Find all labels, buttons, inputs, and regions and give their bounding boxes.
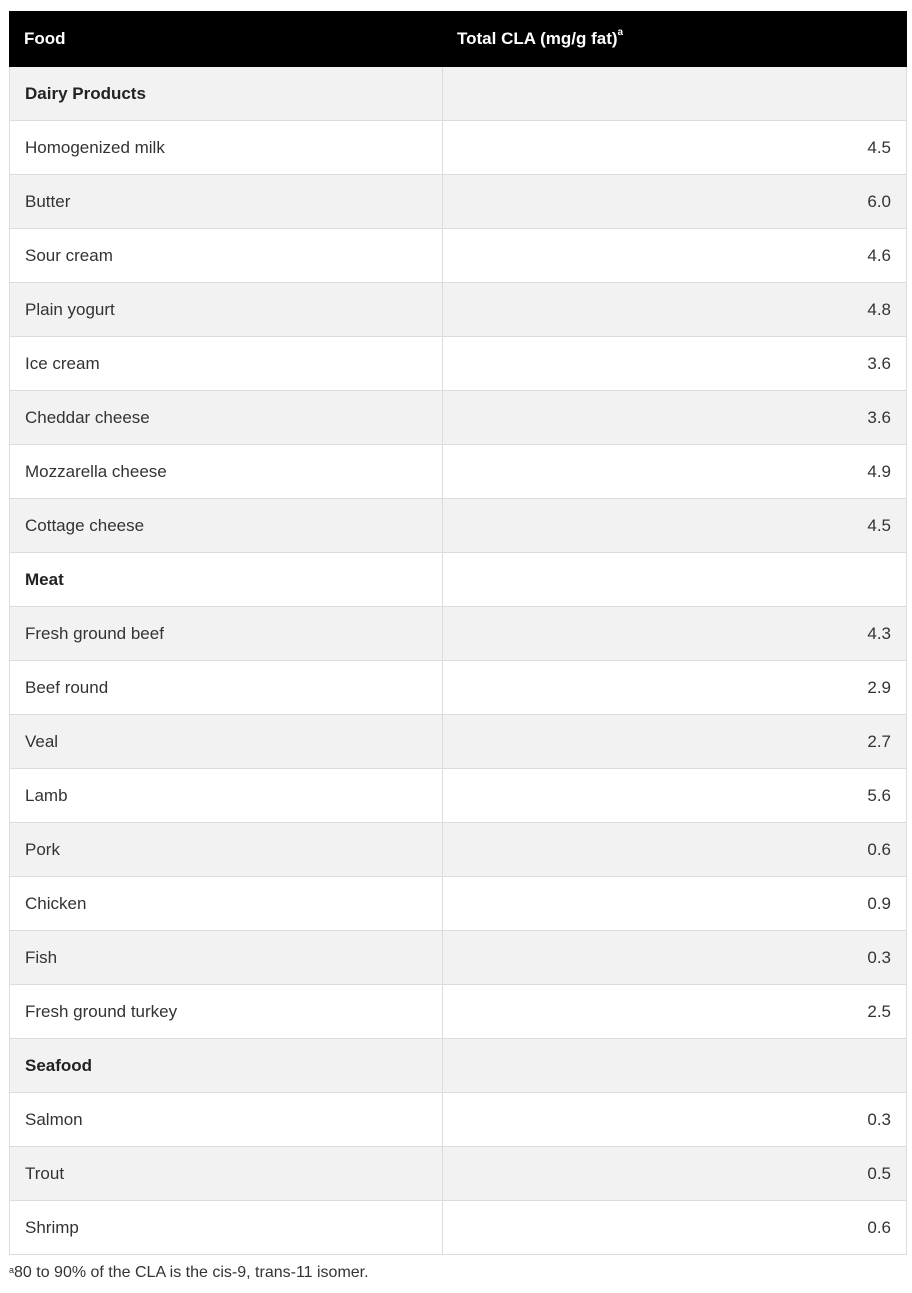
table-row: [10, 769, 907, 823]
footnote-mark: a: [9, 1265, 15, 1275]
cla-value-cell: 0.6: [443, 823, 907, 877]
header-total-cla: [443, 12, 907, 67]
cla-value-cell: 2.9: [443, 661, 907, 715]
cla-value-cell: 0.9: [443, 877, 907, 931]
cla-value-cell: 3.6: [443, 391, 907, 445]
food-name-cell: Fresh ground beef: [10, 607, 443, 661]
table-row: [10, 985, 907, 1039]
header-food-label: Food: [24, 29, 66, 48]
food-name-cell: Chicken: [10, 877, 443, 931]
food-name-cell: Veal: [10, 715, 443, 769]
table-row: [10, 607, 907, 661]
food-name-cell: Sour cream: [10, 229, 443, 283]
cla-value-cell: 0.3: [443, 931, 907, 985]
food-name-cell: Cheddar cheese: [10, 391, 443, 445]
table-row: [10, 229, 907, 283]
table-row: [10, 1093, 907, 1147]
cla-value-cell: 0.6: [443, 1201, 907, 1255]
food-name-cell: Pork: [10, 823, 443, 877]
table-row: [10, 391, 907, 445]
section-heading: Meat: [10, 553, 443, 607]
food-name-cell: Fish: [10, 931, 443, 985]
food-name-cell: Homogenized milk: [10, 121, 443, 175]
table-body: [10, 67, 907, 1255]
cla-value-cell: 5.6: [443, 769, 907, 823]
section-row: [10, 553, 907, 607]
header-footnote-mark: a: [617, 27, 624, 38]
cla-value-cell: 3.6: [443, 337, 907, 391]
table-footnote: [9, 1264, 369, 1282]
cla-value-cell: 6.0: [443, 175, 907, 229]
table-row: [10, 337, 907, 391]
table-row: [10, 931, 907, 985]
cla-value-cell: 4.8: [443, 283, 907, 337]
table-row: [10, 283, 907, 337]
cla-value-cell: [443, 1039, 907, 1093]
table-header: [10, 12, 907, 67]
food-name-cell: Beef round: [10, 661, 443, 715]
cla-value-cell: 4.5: [443, 499, 907, 553]
cla-value-cell: 4.6: [443, 229, 907, 283]
cla-value-cell: 2.5: [443, 985, 907, 1039]
table-row: [10, 715, 907, 769]
cla-value-cell: [443, 553, 907, 607]
cla-value-cell: 2.7: [443, 715, 907, 769]
cla-value-cell: [443, 67, 907, 121]
food-name-cell: Ice cream: [10, 337, 443, 391]
food-name-cell: Cottage cheese: [10, 499, 443, 553]
header-row: [10, 12, 907, 67]
food-name-cell: Lamb: [10, 769, 443, 823]
food-name-cell: Fresh ground turkey: [10, 985, 443, 1039]
section-row: [10, 67, 907, 121]
food-name-cell: Shrimp: [10, 1201, 443, 1255]
table-row: [10, 499, 907, 553]
table-row: [10, 175, 907, 229]
table-row: [10, 121, 907, 175]
cla-value-cell: 4.3: [443, 607, 907, 661]
section-heading: Seafood: [10, 1039, 443, 1093]
table-row: [10, 877, 907, 931]
table-row: [10, 661, 907, 715]
header-cla-label: Total CLA (mg/g fat): [457, 29, 618, 48]
header-food: [10, 12, 443, 67]
food-name-cell: Trout: [10, 1147, 443, 1201]
food-name-cell: Mozzarella cheese: [10, 445, 443, 499]
table-row: [10, 1147, 907, 1201]
cla-content-table: [9, 11, 907, 1255]
section-heading: Dairy Products: [10, 67, 443, 121]
section-row: [10, 1039, 907, 1093]
cla-value-cell: 4.5: [443, 121, 907, 175]
food-name-cell: Butter: [10, 175, 443, 229]
table-row: [10, 1201, 907, 1255]
table-row: [10, 445, 907, 499]
cla-value-cell: 0.5: [443, 1147, 907, 1201]
food-name-cell: Salmon: [10, 1093, 443, 1147]
table-row: [10, 823, 907, 877]
footnote-text: 80 to 90% of the CLA is the cis-9, trans-11 isomer.: [14, 1264, 369, 1281]
cla-table-container: [9, 11, 906, 1255]
cla-value-cell: 4.9: [443, 445, 907, 499]
food-name-cell: Plain yogurt: [10, 283, 443, 337]
cla-value-cell: 0.3: [443, 1093, 907, 1147]
